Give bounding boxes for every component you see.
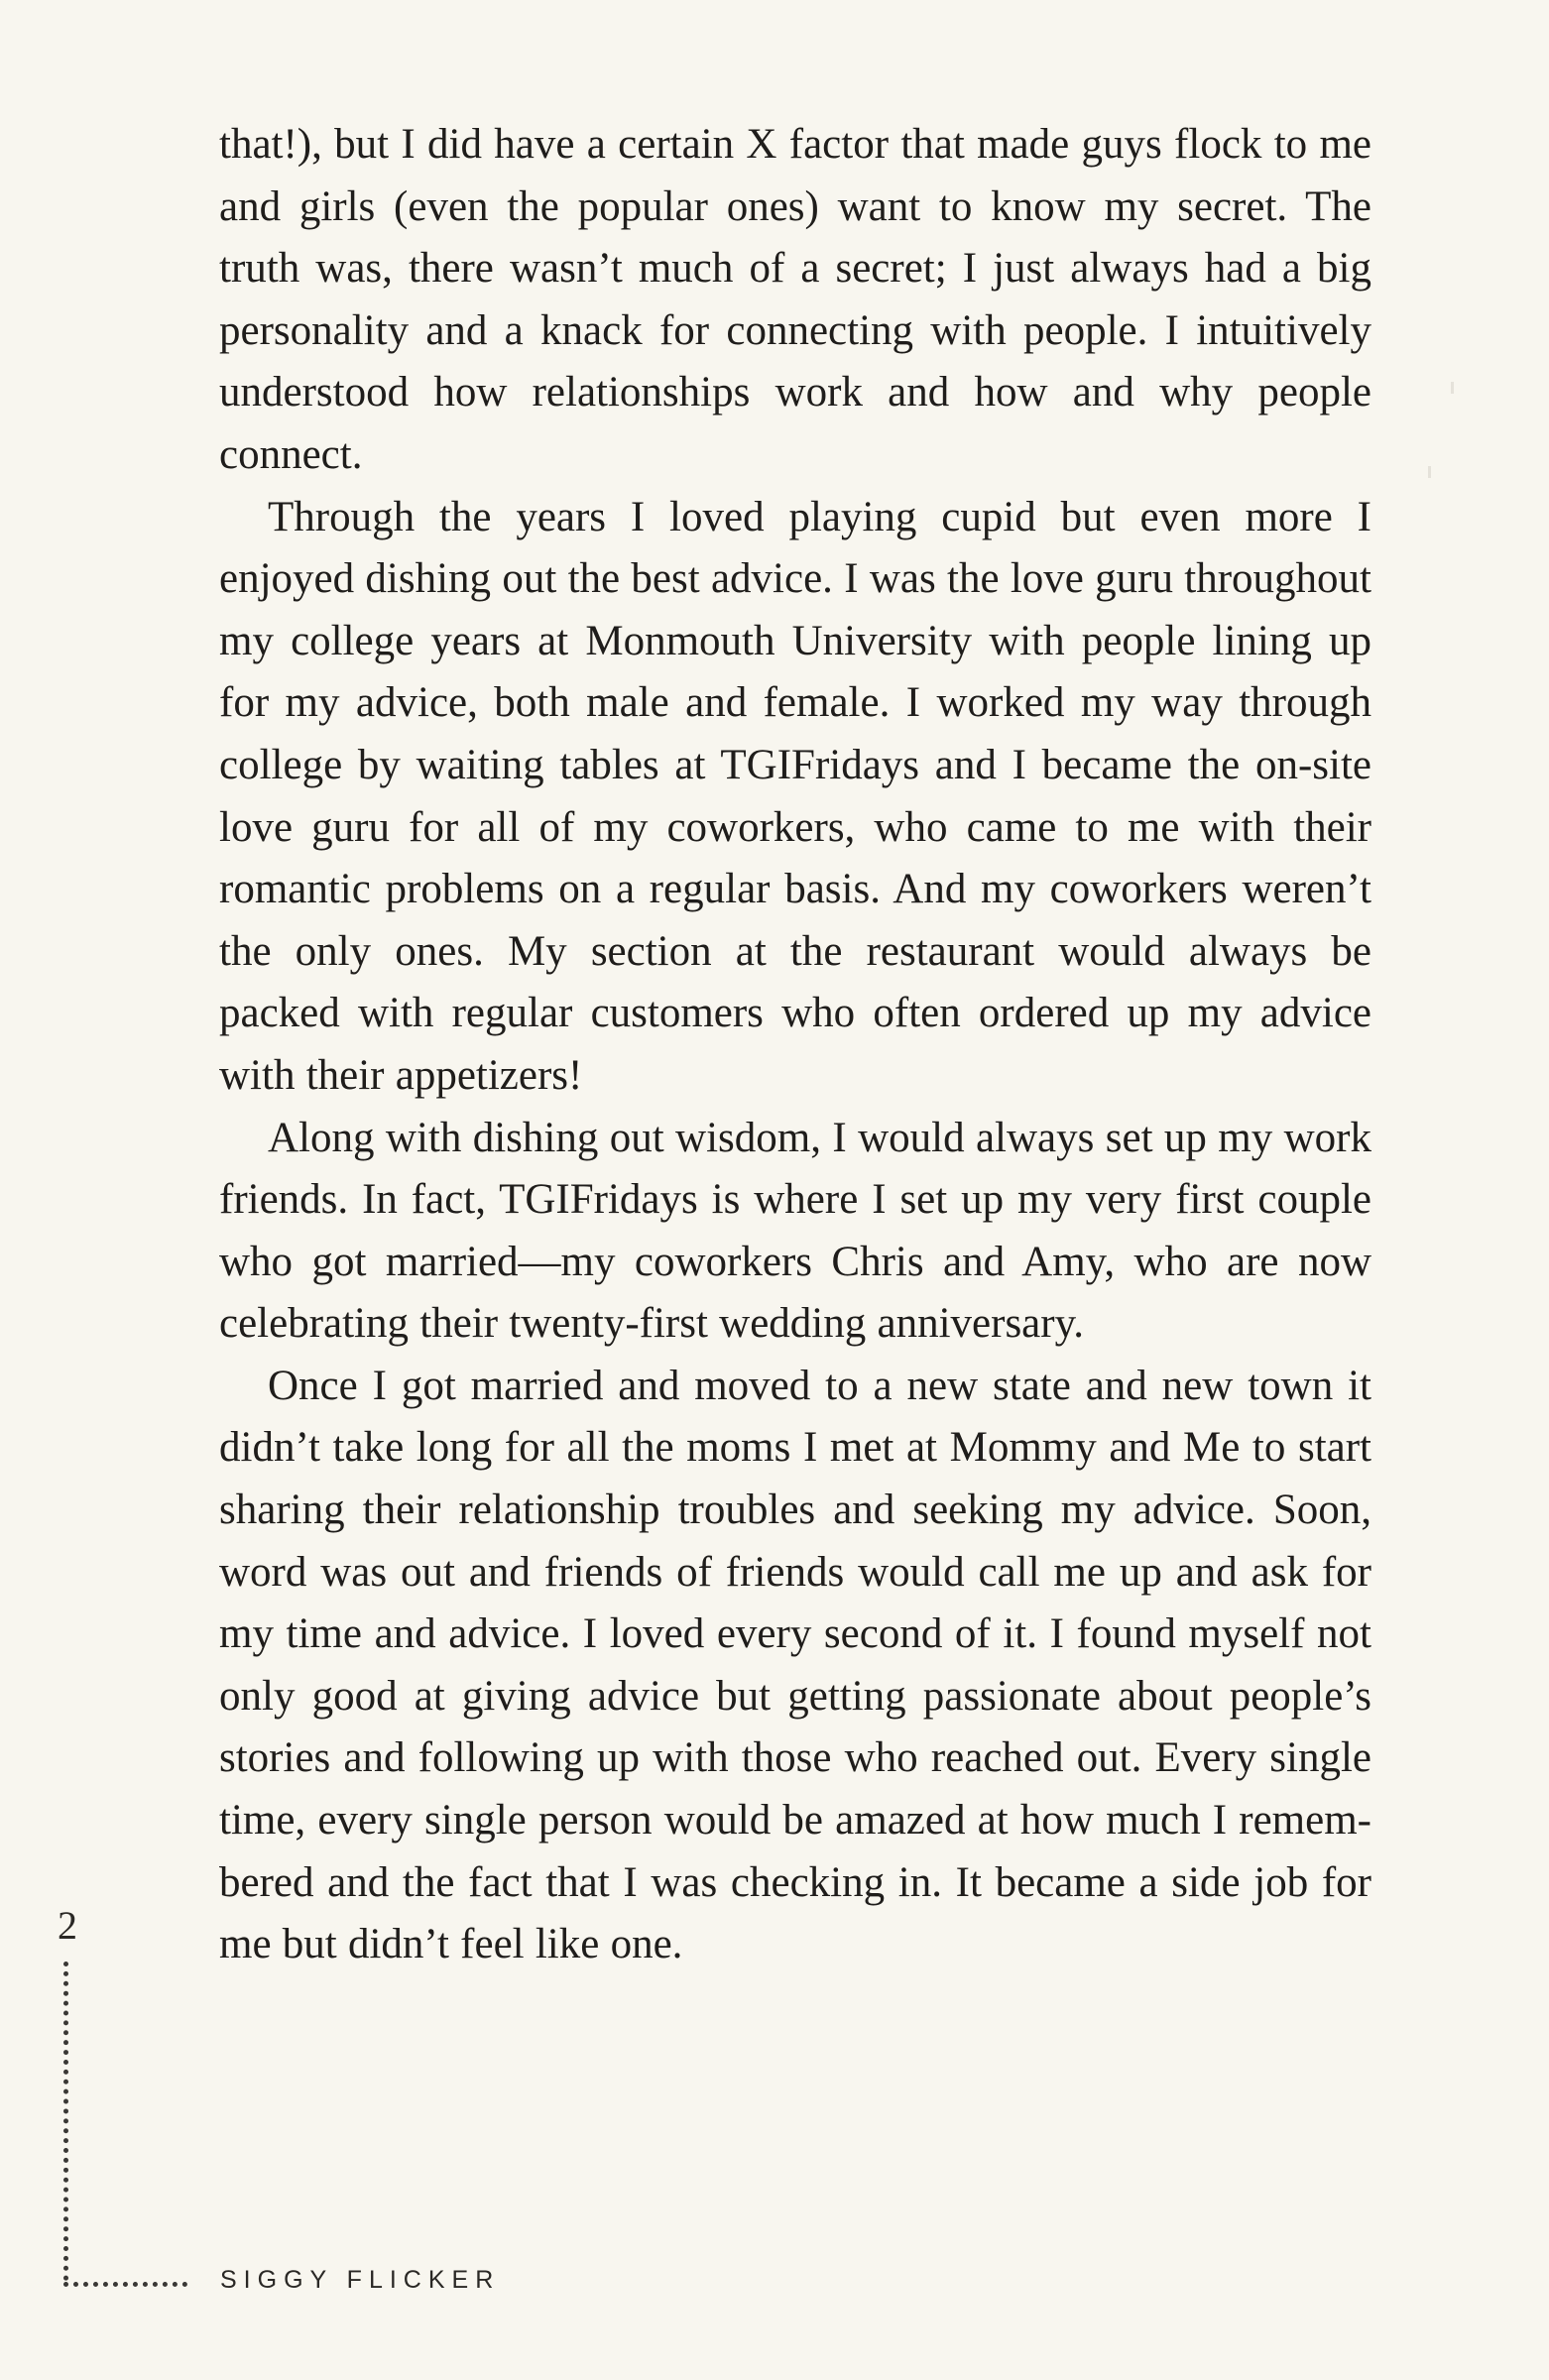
body-text [219, 114, 1371, 1976]
paragraph-work-friends: Along with dishing out wisdom, I would always set up my work friends. In fact, TGIFridays is where I set up my very first couple who got married—my coworkers Chris and Amy, who are now celebrating their twenty-first wedding anniversary. [219, 1114, 1371, 1348]
running-footer-author: SIGGY FLICKER [220, 2266, 501, 2294]
dotted-rule-vertical [63, 1962, 68, 2281]
paragraph-side-job: Once I got married and moved to a new state and new town it didn’t take long for all the moms I met at Mommy and Me to start sharing their relationship troubles and seeking my advice. Soon, word was out and friends of friends would call me up and ask for my time and advice. I loved every second of it. I found myself not only good at giving advice but getting passionate about people’s stories and following up with those who reached out. Every single time, every single person would be amazed at how much I remembered and the fact that I was checking in. It became a side job for me but didn’t feel like one. [219, 1362, 1371, 1968]
dotted-rule-horizontal [63, 2282, 187, 2287]
paragraph-continued: that!), but I did have a certain X factor that made guys flock to me and girls (even the popular ones) want to know my secret. The truth was, there wasn’t much of a secret; I just always had a big personality and a knack for connecting with people. I intuitively understood how relationships work and how and why people connect. [219, 121, 1371, 478]
scan-artifact [1428, 466, 1431, 478]
page-number: 2 [58, 1903, 77, 1948]
paragraph-love-guru: Through the years I loved playing cupid but even more I enjoyed dishing out the best advice. I was the love guru throughout my college years at Monmouth University with people lining up for my advice, both male and female. I worked my way through college by waiting tables at TGIFridays and I became the on-site love guru for all of my coworkers, who came to me with their romantic problems on a regular basis. And my coworkers weren’t the only ones. My section at the restaurant would always be packed with regular customers who often ordered up my advice with their appetizers! [219, 493, 1371, 1099]
scan-artifact [1451, 382, 1454, 394]
